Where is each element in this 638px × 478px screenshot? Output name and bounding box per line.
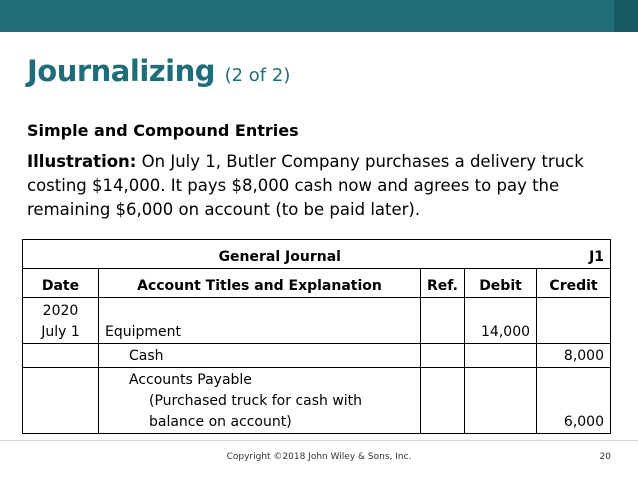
col-header-credit: Credit xyxy=(537,269,611,298)
journal-ref: J1 xyxy=(537,240,611,269)
ref-cell xyxy=(421,368,465,434)
date-day: July 1 xyxy=(41,324,80,340)
date-year: 2020 xyxy=(42,303,79,319)
credit-cell xyxy=(537,298,611,344)
table-row xyxy=(23,344,611,368)
col-header-ref: Ref. xyxy=(421,269,465,298)
date-cell xyxy=(23,298,99,344)
top-banner xyxy=(0,0,638,32)
title-suffix: (2 of 2) xyxy=(224,65,291,86)
journal-header-row xyxy=(23,269,611,298)
explanation-line-2: balance on account) xyxy=(149,414,292,430)
general-journal-table xyxy=(22,239,611,434)
account-cell xyxy=(99,368,421,434)
section-subheading: Simple and Compound Entries xyxy=(27,121,299,140)
credit-cell: 6,000 xyxy=(537,368,611,434)
illustration-label: Illustration: xyxy=(27,152,137,171)
credit-cell: 8,000 xyxy=(537,344,611,368)
journal-title-row xyxy=(23,240,611,269)
table-row xyxy=(23,368,611,434)
slide-title xyxy=(27,54,290,88)
date-cell xyxy=(23,344,99,368)
debit-cell: 14,000 xyxy=(465,298,537,344)
title-main: Journalizing xyxy=(27,54,215,88)
top-banner-accent xyxy=(614,0,638,32)
copyright-notice: Copyright ©2018 John Wiley & Sons, Inc. xyxy=(226,452,412,462)
illustration-line-3: remaining $6,000 on account (to be paid later). xyxy=(27,200,421,219)
debit-cell xyxy=(465,368,537,434)
date-cell xyxy=(23,368,99,434)
col-header-debit: Debit xyxy=(465,269,537,298)
journal-name: General Journal xyxy=(23,240,537,269)
debit-cell xyxy=(465,344,537,368)
ref-cell xyxy=(421,344,465,368)
illustration-text-1: On July 1, Butler Company purchases a delivery truck xyxy=(141,152,584,171)
illustration-line-1 xyxy=(27,150,617,174)
ref-cell xyxy=(421,298,465,344)
col-header-date: Date xyxy=(23,269,99,298)
account-cell: Cash xyxy=(99,344,421,368)
explanation-line-1: (Purchased truck for cash with xyxy=(149,393,363,409)
illustration-line-2: costing $14,000. It pays $8,000 cash now and agrees to pay the xyxy=(27,176,560,195)
footer-divider xyxy=(0,440,638,441)
page-number: 20 xyxy=(599,452,611,462)
col-header-account: Account Titles and Explanation xyxy=(99,269,421,298)
account-cell: Equipment xyxy=(99,298,421,344)
illustration-paragraph xyxy=(27,150,617,222)
account-name: Accounts Payable xyxy=(129,372,252,388)
table-row xyxy=(23,298,611,344)
